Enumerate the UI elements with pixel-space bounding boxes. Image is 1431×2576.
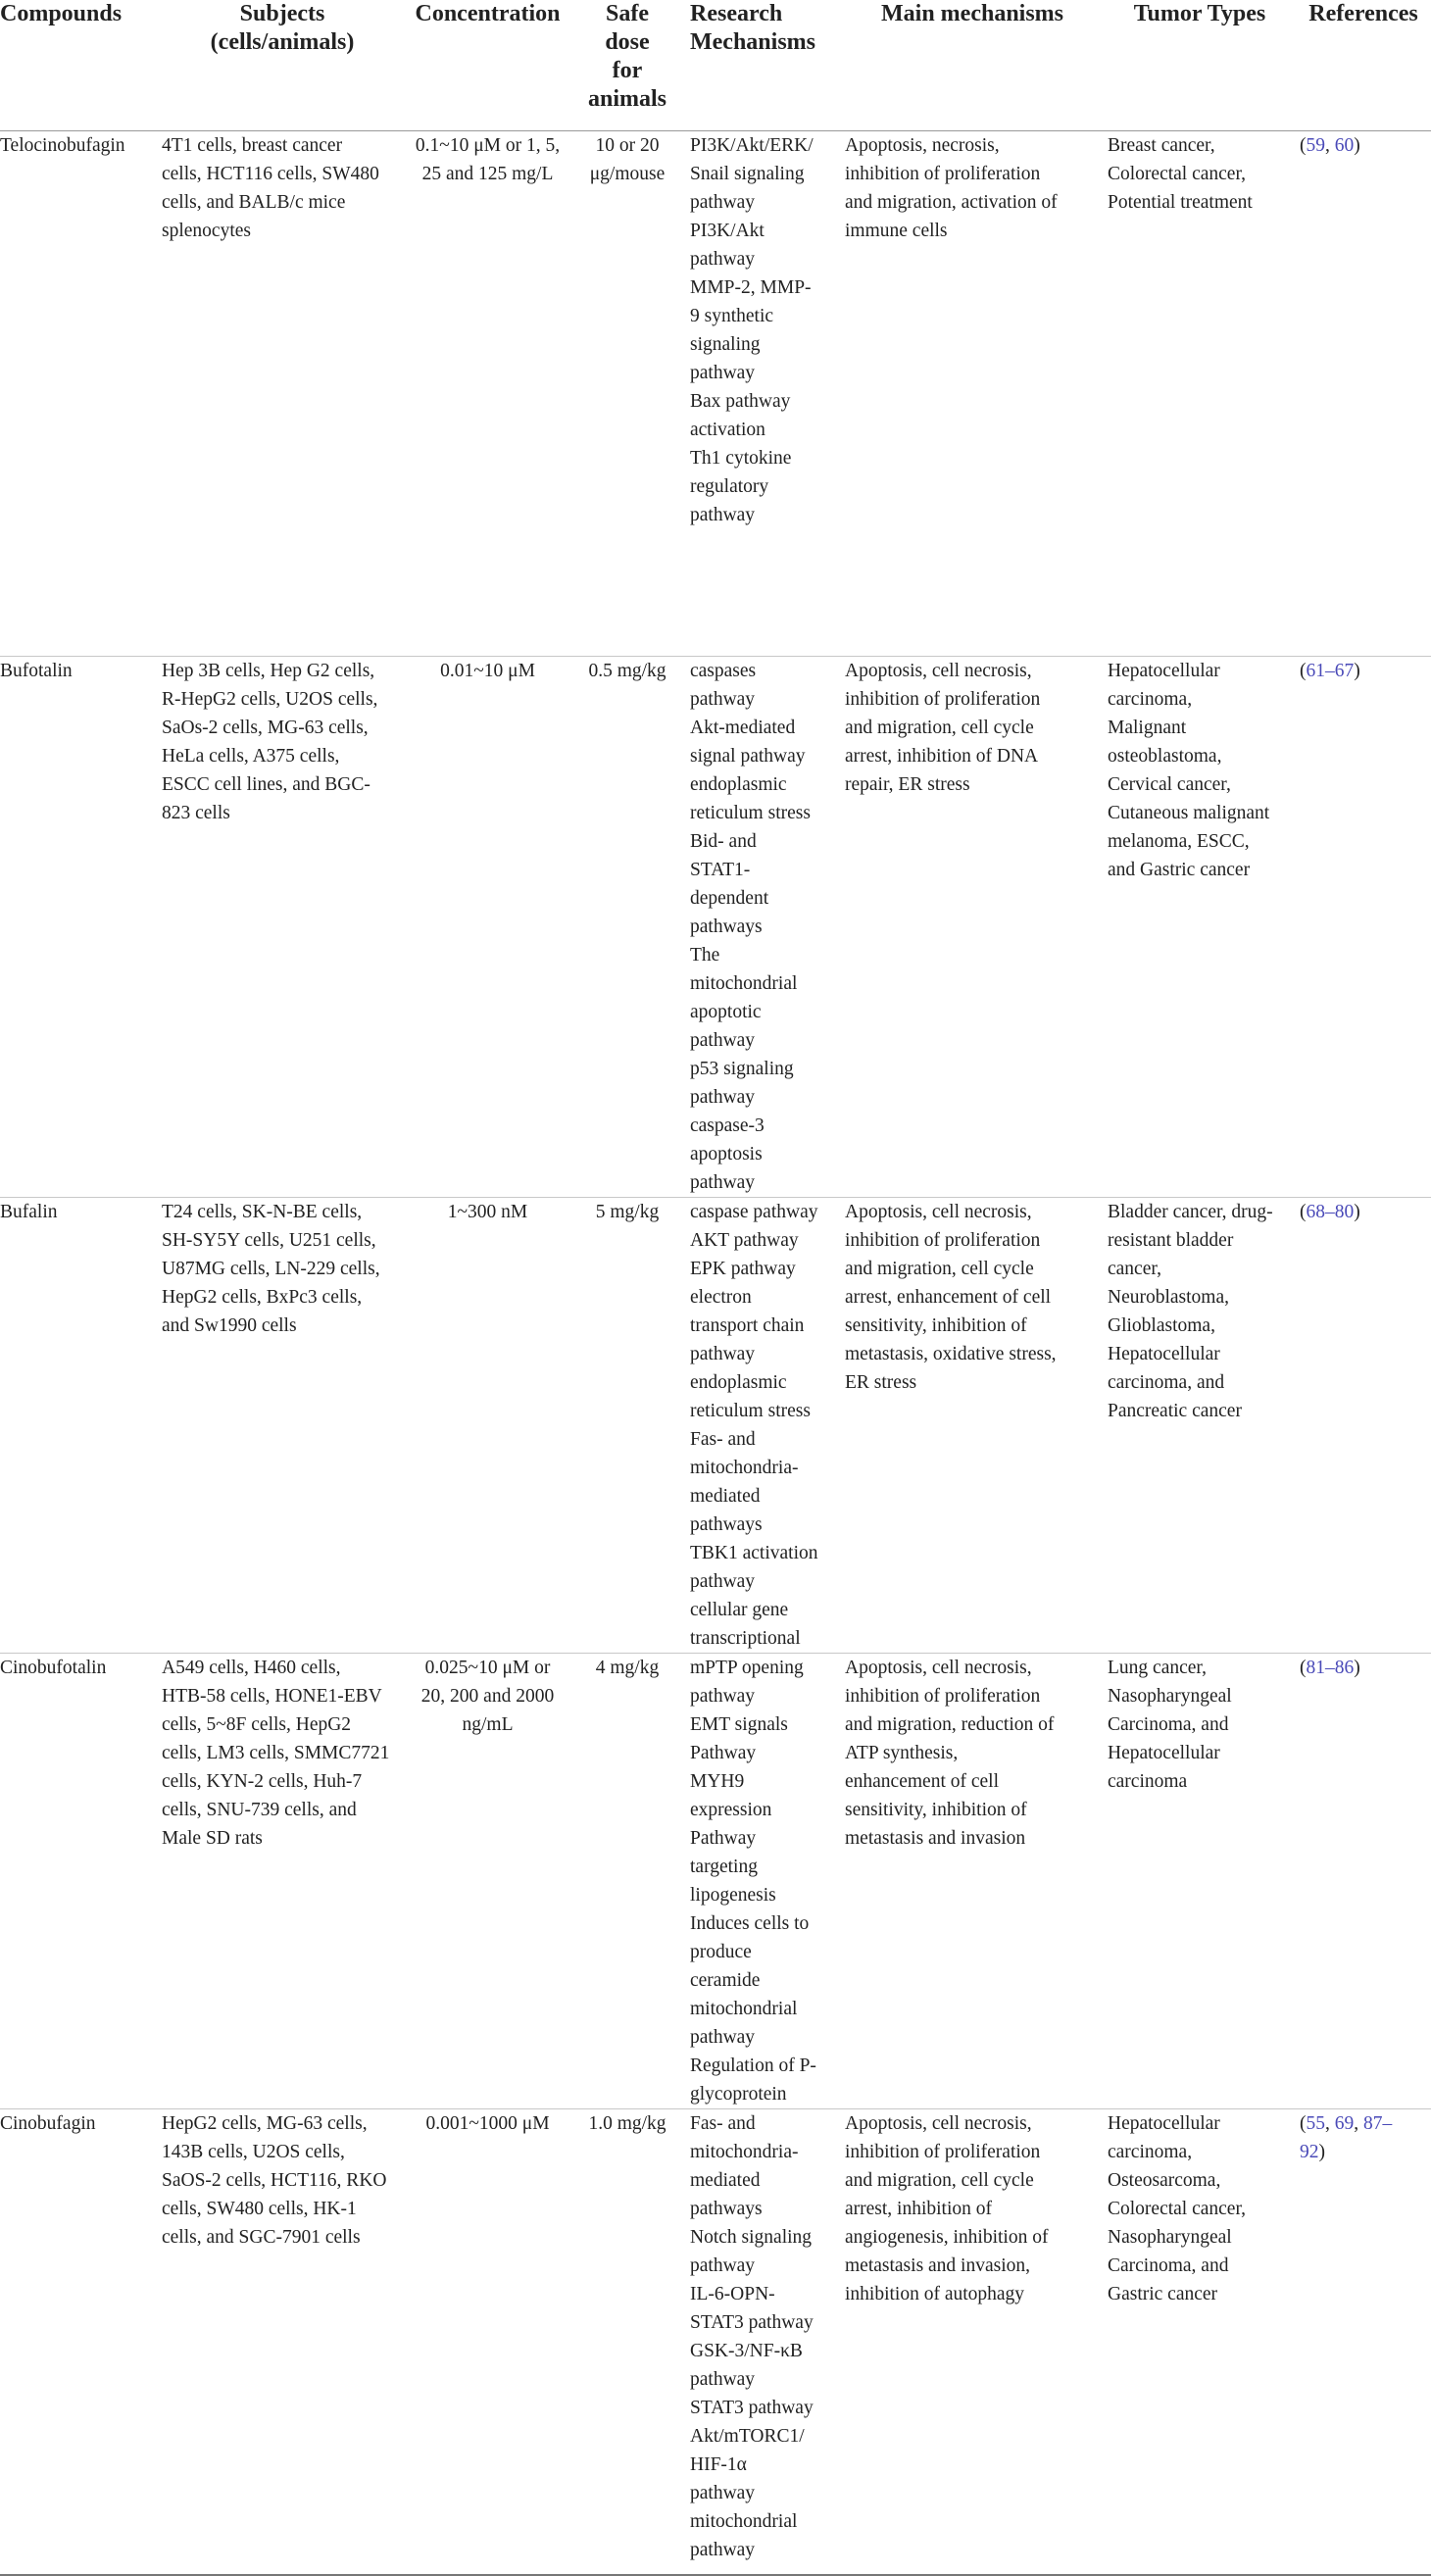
cell-line: Breast cancer,	[1108, 135, 1215, 156]
cell-line: sensitivity, inhibition of	[845, 1315, 1027, 1336]
cell-line: Hepatocellular	[1108, 1344, 1220, 1364]
cell-line: caspase pathway	[690, 1202, 818, 1222]
reference-punctuation: (	[1300, 1658, 1307, 1678]
subjects-cell	[158, 657, 407, 1198]
cell-line: Colorectal cancer,	[1108, 164, 1247, 184]
cell-line: Apoptosis, cell necrosis,	[845, 1202, 1032, 1222]
cell-line: EPK pathway	[690, 1259, 796, 1279]
cell-line: sensitivity, inhibition of	[845, 1800, 1027, 1820]
research-mechanisms-cell	[686, 1654, 841, 2109]
subjects-cell	[158, 1198, 407, 1654]
header-line: References	[1308, 1, 1418, 26]
table-row	[0, 1654, 1431, 2109]
header-research-mechanisms	[686, 0, 841, 131]
cell-line: Telocinobufagin	[0, 135, 125, 156]
cell-line: Bufotalin	[0, 661, 73, 681]
table-header	[0, 0, 1431, 131]
concentration-cell	[407, 1654, 568, 2109]
cell-line: 0.1~10 μM or 1, 5,	[415, 135, 561, 156]
header-line: Tumor Types	[1133, 1, 1266, 26]
cell-line: splenocytes	[162, 221, 251, 241]
cell-line: mPTP opening	[690, 1658, 804, 1678]
cell-line: GSK-3/NF-κB	[690, 2341, 803, 2361]
cell-line: Fas- and	[690, 1429, 756, 1450]
cell-line: Snail signaling	[690, 164, 805, 184]
cell-line: and Gastric cancer	[1108, 860, 1251, 880]
compound-cell	[0, 2109, 158, 2575]
cell-line: cellular gene	[690, 1600, 789, 1620]
cell-line: activation	[690, 420, 765, 440]
main-mechanisms-cell	[841, 1654, 1104, 2109]
cell-line: osteoblastoma,	[1108, 746, 1222, 767]
cell-line: Cinobufagin	[0, 2113, 96, 2134]
cell-line: pathway	[690, 1686, 756, 1707]
cell-line: mediated	[690, 1486, 761, 1507]
cell-line: metastasis, oxidative stress,	[845, 1344, 1057, 1364]
header-line: Subjects	[239, 1, 325, 26]
header-line: (cells/animals)	[210, 29, 355, 55]
cell-line: Cutaneous malignant	[1108, 803, 1270, 823]
header-line: Mechanisms	[690, 29, 815, 55]
cell-line: Apoptosis, cell necrosis,	[845, 661, 1032, 681]
cell-line: angiogenesis, inhibition of	[845, 2227, 1049, 2248]
cell-line: 0.5 mg/kg	[588, 661, 666, 681]
cell-line: expression	[690, 1800, 772, 1820]
compound-cell	[0, 657, 158, 1198]
references-line	[1300, 1654, 1427, 1682]
safe-dose-cell	[568, 131, 686, 657]
cell-line: Hepatocellular	[1108, 661, 1220, 681]
cell-line: and migration, cell cycle	[845, 718, 1034, 738]
research-mechanisms-cell	[686, 2109, 841, 2575]
cell-line: EMT signals	[690, 1714, 788, 1735]
cell-line: HepG2 cells, MG-63 cells,	[162, 2113, 368, 2134]
reference-link[interactable]: 68–80	[1306, 1202, 1355, 1222]
cell-line: inhibition of proliferation	[845, 689, 1041, 710]
cell-line: endoplasmic	[690, 774, 787, 795]
cell-line: apoptosis	[690, 1144, 763, 1164]
cell-line: Pancreatic cancer	[1108, 1401, 1242, 1421]
subjects-cell	[158, 131, 407, 657]
main-mechanisms-cell	[841, 2109, 1104, 2575]
cell-line: inhibition of proliferation	[845, 1230, 1041, 1251]
cell-line: enhancement of cell	[845, 1771, 999, 1792]
reference-link[interactable]: 69	[1334, 2113, 1355, 2134]
cell-line: Pathway	[690, 1743, 757, 1763]
cell-line: 0.001~1000 μM	[425, 2113, 550, 2134]
concentration-cell	[407, 1198, 568, 1654]
cell-line: pathway	[690, 2540, 756, 2560]
cell-line: reticulum stress	[690, 803, 811, 823]
cell-line: repair, ER stress	[845, 774, 970, 795]
cell-line: pathway	[690, 1172, 756, 1193]
header-line: dose	[605, 29, 650, 55]
cell-line: HeLa cells, A375 cells,	[162, 746, 340, 767]
references-line	[1300, 2138, 1427, 2166]
reference-punctuation: )	[1354, 135, 1360, 156]
main-mechanisms-cell	[841, 1198, 1104, 1654]
cell-line: Osteosarcoma,	[1108, 2170, 1221, 2191]
references-cell	[1296, 657, 1431, 1198]
cell-line: HIF-1α	[690, 2454, 747, 2475]
references-line	[1300, 1198, 1427, 1226]
cell-line: transcriptional	[690, 1628, 801, 1649]
cell-line: Glioblastoma,	[1108, 1315, 1215, 1336]
cell-line: HepG2 cells, BxPc3 cells,	[162, 1287, 363, 1308]
cell-line: carcinoma, and	[1108, 1372, 1225, 1393]
concentration-cell	[407, 2109, 568, 2575]
cell-line: Th1 cytokine	[690, 448, 792, 469]
cell-line: pathway	[690, 2027, 756, 2048]
cell-line: SaOs-2 cells, MG-63 cells,	[162, 718, 369, 738]
cell-line: mitochondria-	[690, 1458, 799, 1478]
cell-line: Cervical cancer,	[1108, 774, 1231, 795]
references-cell	[1296, 1654, 1431, 2109]
cell-line: Potential treatment	[1108, 192, 1253, 213]
cell-line: Apoptosis, cell necrosis,	[845, 2113, 1032, 2134]
cell-line: 4T1 cells, breast cancer	[162, 135, 343, 156]
reference-punctuation: )	[1354, 661, 1360, 681]
tumor-types-cell	[1104, 131, 1296, 657]
cell-line: ESCC cell lines, and BGC-	[162, 774, 370, 795]
cell-line: Bufalin	[0, 1202, 58, 1222]
tumor-types-cell	[1104, 2109, 1296, 2575]
cell-line: pathways	[690, 1514, 763, 1535]
cell-line: pathway	[690, 2483, 756, 2503]
cell-line: HTB-58 cells, HONE1-EBV	[162, 1686, 382, 1707]
reference-punctuation: (	[1300, 1202, 1307, 1222]
cell-line: Malignant	[1108, 718, 1187, 738]
tumor-types-cell	[1104, 1198, 1296, 1654]
reference-link[interactable]: 87–	[1363, 2113, 1393, 2134]
cell-line: IL-6-OPN-	[690, 2284, 775, 2304]
cell-line: p53 signaling	[690, 1059, 794, 1079]
cell-line: cells, and BALB/c mice	[162, 192, 346, 213]
cell-line: SaOS-2 cells, HCT116, RKO	[162, 2170, 387, 2191]
cell-line: cells, and SGC-7901 cells	[162, 2227, 361, 2248]
cell-line: Colorectal cancer,	[1108, 2199, 1247, 2219]
cell-line: Bax pathway	[690, 391, 791, 412]
cell-line: U87MG cells, LN-229 cells,	[162, 1259, 380, 1279]
header-subjects	[158, 0, 407, 131]
header-line: Safe	[606, 1, 649, 26]
table-row	[0, 657, 1431, 1198]
cell-line: STAT3 pathway	[690, 2398, 814, 2418]
cell-line: Carcinoma, and	[1108, 2255, 1229, 2276]
reference-punctuation: ,	[1325, 135, 1335, 156]
compound-cell	[0, 1198, 158, 1654]
cell-line: STAT3 pathway	[690, 2312, 814, 2333]
cell-line: 143B cells, U2OS cells,	[162, 2142, 345, 2162]
cell-line: The	[690, 945, 720, 966]
cell-line: dependent	[690, 888, 769, 909]
cell-line: pathway	[690, 1344, 756, 1364]
header-references	[1296, 0, 1431, 131]
safe-dose-cell	[568, 2109, 686, 2575]
cell-line: Akt-mediated	[690, 718, 796, 738]
subjects-cell	[158, 2109, 407, 2575]
header-concentration	[407, 0, 568, 131]
cell-line: inhibition of autophagy	[845, 2284, 1025, 2304]
cell-line: Lung cancer,	[1108, 1658, 1207, 1678]
cell-line: Cinobufotalin	[0, 1658, 107, 1678]
cell-line: Bladder cancer, drug-	[1108, 1202, 1273, 1222]
cell-line: 5 mg/kg	[595, 1202, 660, 1222]
main-mechanisms-cell	[841, 657, 1104, 1198]
cell-line: R-HepG2 cells, U2OS cells,	[162, 689, 378, 710]
cell-line: cells, SNU-739 cells, and	[162, 1800, 357, 1820]
cell-line: produce	[690, 1942, 752, 1962]
references-line	[1300, 657, 1427, 685]
subjects-cell	[158, 1654, 407, 2109]
reference-link[interactable]: 92	[1300, 2142, 1319, 2162]
compound-cell	[0, 131, 158, 657]
cell-line: Gastric cancer	[1108, 2284, 1218, 2304]
cell-line: signaling	[690, 334, 761, 355]
cell-line: cells, KYN-2 cells, Huh-7	[162, 1771, 363, 1792]
cell-line: Nasopharyngeal	[1108, 1686, 1232, 1707]
cell-line: pathway	[690, 1571, 756, 1592]
cell-line: arrest, inhibition of DNA	[845, 746, 1039, 767]
reference-punctuation: ,	[1325, 2113, 1335, 2134]
header-line: Research	[690, 1, 783, 26]
cell-line: inhibition of proliferation	[845, 1686, 1041, 1707]
references-line	[1300, 131, 1427, 160]
research-mechanisms-cell	[686, 1198, 841, 1654]
cell-line: carcinoma	[1108, 1771, 1188, 1792]
cell-line: PI3K/Akt	[690, 221, 765, 241]
main-mechanisms-cell	[841, 131, 1104, 657]
header-line: Compounds	[0, 1, 123, 26]
cell-line: mitochondria-	[690, 2142, 799, 2162]
cell-line: pathway	[690, 249, 756, 270]
cell-line: 1~300 nM	[447, 1202, 528, 1222]
cell-line: Pathway	[690, 1828, 757, 1849]
cell-line: pathway	[690, 1030, 756, 1051]
cell-line: MMP-2, MMP-	[690, 277, 812, 298]
cell-line: 20, 200 and 2000	[420, 1686, 555, 1707]
cell-line: inhibition of proliferation	[845, 164, 1041, 184]
cell-line: mitochondrial	[690, 1999, 798, 2019]
cell-line: and migration, activation of	[845, 192, 1058, 213]
cell-line: ATP synthesis,	[845, 1743, 959, 1763]
cell-line: pathways	[690, 916, 763, 937]
reference-punctuation: )	[1318, 2142, 1325, 2162]
research-mechanisms-cell	[686, 657, 841, 1198]
cell-line: immune cells	[845, 221, 948, 241]
cell-line: and migration, cell cycle	[845, 1259, 1034, 1279]
cell-line: arrest, enhancement of cell	[845, 1287, 1052, 1308]
cell-line: mitochondrial	[690, 973, 798, 994]
header-line: for	[612, 58, 643, 83]
cell-line: Male SD rats	[162, 1828, 263, 1849]
cell-line: signal pathway	[690, 746, 806, 767]
reference-link[interactable]: 60	[1334, 135, 1355, 156]
header-tumor-types	[1104, 0, 1296, 131]
cell-line: and migration, reduction of	[845, 1714, 1055, 1735]
header-line: Concentration	[415, 1, 561, 26]
safe-dose-cell	[568, 1198, 686, 1654]
cell-line: pathway	[690, 505, 756, 525]
reference-punctuation: (	[1300, 661, 1307, 681]
table-body	[0, 131, 1431, 2575]
reference-link[interactable]: 55	[1306, 2113, 1325, 2134]
cell-line: 823 cells	[162, 803, 230, 823]
cell-line: pathway	[690, 2369, 756, 2390]
cell-line: cells, SW480 cells, HK-1	[162, 2199, 357, 2219]
cell-line: cells, LM3 cells, SMMC7721	[162, 1743, 390, 1763]
cell-line: and Sw1990 cells	[162, 1315, 297, 1336]
cell-line: T24 cells, SK-N-BE cells,	[162, 1202, 363, 1222]
table-row	[0, 2109, 1431, 2575]
tumor-types-cell	[1104, 1654, 1296, 2109]
cell-line: pathway	[690, 363, 756, 383]
cell-line: Induces cells to	[690, 1913, 810, 1934]
cell-line: pathway	[690, 1087, 756, 1108]
cell-line: Apoptosis, necrosis,	[845, 135, 1000, 156]
reference-punctuation: (	[1300, 2113, 1307, 2134]
header-compounds	[0, 0, 158, 131]
cell-line: regulatory	[690, 476, 769, 497]
cell-line: ng/mL	[462, 1714, 514, 1735]
cell-line: 0.025~10 μM or	[424, 1658, 551, 1678]
cell-line: Regulation of P-	[690, 2056, 816, 2076]
cell-line: mediated	[690, 2170, 761, 2191]
header-line: animals	[587, 86, 666, 112]
cell-line: Bid- and	[690, 831, 757, 852]
references-cell	[1296, 2109, 1431, 2575]
cell-line: carcinoma,	[1108, 2142, 1193, 2162]
reference-link[interactable]: 59	[1306, 135, 1325, 156]
table-row	[0, 131, 1431, 657]
cell-line: resistant bladder	[1108, 1230, 1234, 1251]
cell-line: Nasopharyngeal	[1108, 2227, 1232, 2248]
cell-line: transport chain	[690, 1315, 805, 1336]
table-row	[0, 1198, 1431, 1654]
cell-line: arrest, inhibition of	[845, 2199, 993, 2219]
cell-line: MYH9	[690, 1771, 745, 1792]
cell-line: Hep 3B cells, Hep G2 cells,	[162, 661, 375, 681]
concentration-cell	[407, 657, 568, 1198]
cell-line: cells, HCT116 cells, SW480	[162, 164, 379, 184]
reference-punctuation: )	[1354, 1658, 1360, 1678]
cell-line: inhibition of proliferation	[845, 2142, 1041, 2162]
cell-line: metastasis and invasion,	[845, 2255, 1031, 2276]
cell-line: cells, 5~8F cells, HepG2	[162, 1714, 352, 1735]
references-line	[1300, 2109, 1427, 2138]
cell-line: electron	[690, 1287, 752, 1308]
cell-line: SH-SY5Y cells, U251 cells,	[162, 1230, 376, 1251]
header-line: Main mechanisms	[881, 1, 1063, 26]
cell-line: A549 cells, H460 cells,	[162, 1658, 341, 1678]
cell-line: melanoma, ESCC,	[1108, 831, 1250, 852]
cell-line: 1.0 mg/kg	[588, 2113, 666, 2134]
concentration-cell	[407, 131, 568, 657]
cell-line: caspase-3	[690, 1115, 765, 1136]
cell-line: μg/mouse	[589, 164, 666, 184]
cell-line: metastasis and invasion	[845, 1828, 1026, 1849]
cell-line: 25 and 125 mg/L	[421, 164, 554, 184]
cell-line: pathway	[690, 192, 756, 213]
cell-line: TBK1 activation	[690, 1543, 818, 1563]
cell-line: glycoprotein	[690, 2084, 787, 2105]
cell-line: STAT1-	[690, 860, 751, 880]
cell-line: Hepatocellular	[1108, 2113, 1220, 2134]
cell-line: 10 or 20	[595, 135, 660, 156]
reference-punctuation: )	[1354, 1202, 1360, 1222]
cell-line: 0.01~10 μM	[440, 661, 535, 681]
cell-line: Notch signaling	[690, 2227, 813, 2248]
reference-punctuation: (	[1300, 135, 1307, 156]
cell-line: targeting	[690, 1857, 758, 1877]
cell-line: AKT pathway	[690, 1230, 799, 1251]
cell-line: ER stress	[845, 1372, 917, 1393]
header-safe-dose	[568, 0, 686, 131]
cell-line: Carcinoma, and	[1108, 1714, 1229, 1735]
references-cell	[1296, 1198, 1431, 1654]
cell-line: apoptotic	[690, 1002, 762, 1022]
cell-line: Fas- and	[690, 2113, 756, 2134]
cell-line: 4 mg/kg	[595, 1658, 660, 1678]
cell-line: Hepatocellular	[1108, 1743, 1220, 1763]
cell-line: pathway	[690, 689, 756, 710]
reference-link[interactable]: 81–86	[1306, 1658, 1355, 1678]
cell-line: Neuroblastoma,	[1108, 1287, 1230, 1308]
references-cell	[1296, 131, 1431, 657]
research-mechanisms-cell	[686, 131, 841, 657]
reference-link[interactable]: 61–67	[1306, 661, 1355, 681]
cell-line: caspases	[690, 661, 757, 681]
cell-line: Apoptosis, cell necrosis,	[845, 1658, 1032, 1678]
cell-line: 9 synthetic	[690, 306, 774, 326]
reference-punctuation: ,	[1354, 2113, 1363, 2134]
safe-dose-cell	[568, 657, 686, 1198]
safe-dose-cell	[568, 1654, 686, 2109]
cell-line: cancer,	[1108, 1259, 1161, 1279]
cell-line: pathways	[690, 2199, 763, 2219]
cell-line: mitochondrial	[690, 2511, 798, 2532]
tumor-types-cell	[1104, 657, 1296, 1198]
compound-cell	[0, 1654, 158, 2109]
cell-line: lipogenesis	[690, 1885, 776, 1906]
cell-line: Akt/mTORC1/	[690, 2426, 805, 2447]
cell-line: PI3K/Akt/ERK/	[690, 135, 814, 156]
cell-line: reticulum stress	[690, 1401, 811, 1421]
cell-line: and migration, cell cycle	[845, 2170, 1034, 2191]
cell-line: pathway	[690, 2255, 756, 2276]
cell-line: ceramide	[690, 1970, 761, 1991]
cell-line: endoplasmic	[690, 1372, 787, 1393]
cell-line: carcinoma,	[1108, 689, 1193, 710]
header-main-mechanisms	[841, 0, 1104, 131]
